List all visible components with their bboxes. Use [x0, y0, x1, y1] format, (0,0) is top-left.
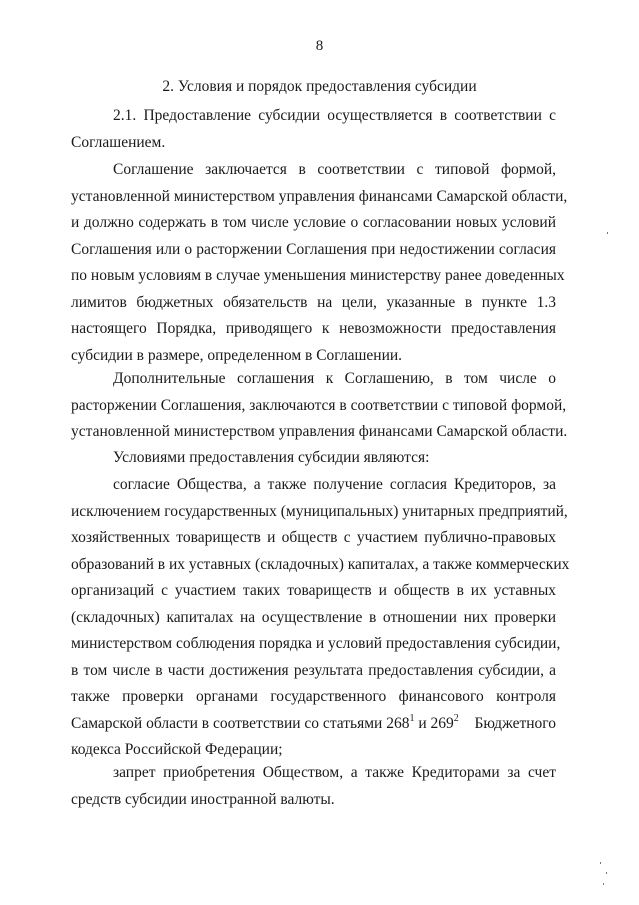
superscript: 2: [453, 712, 459, 724]
text-line: Условиями предоставления субсидии являются:: [113, 449, 430, 466]
text-line: Соглашение заключается в соответствии с типовой формой,: [113, 161, 556, 178]
text-fragment: Самарской области в соответствии со статьями 268: [71, 714, 410, 732]
paragraph-conditions-intro: [71, 445, 556, 472]
article-reference: [71, 711, 459, 738]
text-line: 2.1. Предоставление субсидии осуществляется в соответствии с: [113, 107, 556, 124]
text-line: согласие Общества, а также получение согласия Кредиторов, за: [113, 476, 556, 493]
scan-speck: [606, 872, 607, 874]
text-line: расторжении Соглашения, заключаются в соответствии с типовой формой,: [71, 396, 567, 414]
text-line: установленной министерством управления финансами Самарской области,: [71, 187, 568, 205]
text-line: установленной министерством управления финансами Самарской области.: [71, 423, 568, 440]
text-line: в том числе в части достижения результата предоставления субсидии, а: [71, 661, 556, 679]
text-line: субсидии в размере, определенном в Соглашении.: [71, 346, 403, 364]
paragraph-2-1: [71, 103, 556, 156]
text-line: Дополнительные соглашения к Соглашению, в том числе о: [113, 370, 556, 387]
paragraph-prohibition: [71, 760, 556, 813]
section-heading: 2. Условия и порядок предоставления субсидии: [162, 78, 477, 95]
paragraph-agreement: [71, 157, 568, 369]
text-line: организаций с участием таких товариществ и обществ в их уставных: [71, 582, 556, 599]
paragraph-additional-agreements: [71, 366, 568, 446]
text-line: (складочных) капиталах на осуществление в отношении них проверки: [71, 608, 556, 626]
text-line: хозяйственных товариществ и обществ с участием публично-правовых: [71, 529, 556, 546]
text-line: настоящего Порядка, приводящего к невозможности предоставления: [71, 320, 556, 337]
text-line: Соглашением.: [71, 133, 166, 151]
text-line: запрет приобретения Обществом, а также Кредиторами за счет: [113, 764, 556, 781]
text-line: исключением государственных (муниципальных) унитарных предприятий,: [71, 502, 568, 520]
scan-speck: [607, 232, 608, 234]
text-line: кодекса Российской Федерации;: [71, 741, 283, 758]
paragraph-consent: [71, 472, 570, 764]
text-line: образований в их уставных (складочных) капиталах, а также коммерческих: [71, 555, 570, 573]
scan-speck: [600, 862, 601, 864]
page-number: 8: [315, 38, 324, 54]
text-line-with-articles: [71, 711, 556, 738]
text-line: также проверки органами государственного финансового контроля: [71, 688, 556, 705]
text-line: министерством соблюдения порядка и условий предоставления субсидии,: [71, 635, 561, 652]
superscript: 1: [409, 712, 415, 724]
text-line: средств субсидии иностранной валюты.: [71, 790, 335, 808]
text-line: по новым условиям в случае уменьшения министерству ранее доведенных: [71, 267, 565, 284]
text-fragment: и 269: [414, 714, 454, 732]
text-line: и должно содержать в том числе условие о согласовании новых условий: [71, 214, 556, 231]
text-line: лимитов бюджетных обязательств на цели, указанные в пункте 1.3: [71, 293, 556, 311]
text-line: Соглашения или о расторжении Соглашения при недостижении согласия: [71, 240, 556, 258]
scan-speck: [603, 883, 604, 885]
text-fragment: Бюджетного: [474, 714, 556, 732]
